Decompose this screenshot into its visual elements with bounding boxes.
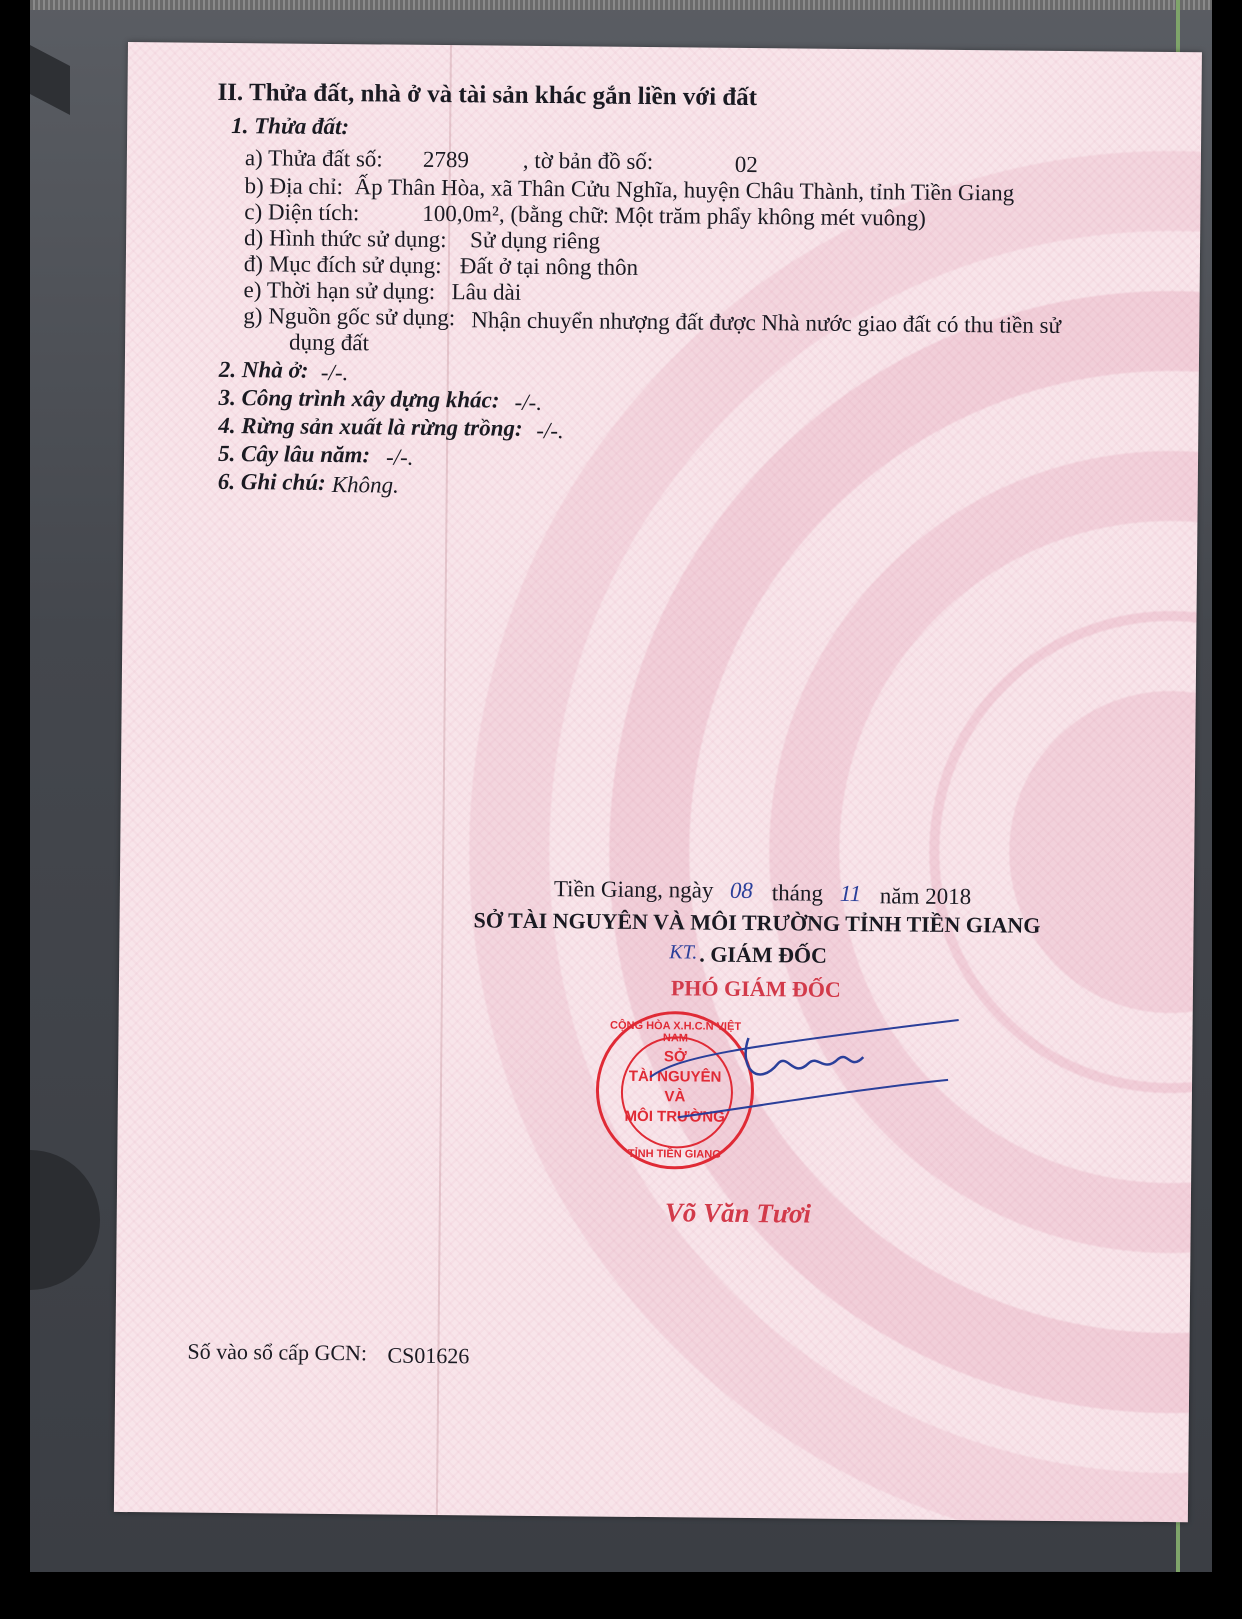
- parcel-number-label: a) Thửa đất số:: [244, 145, 383, 172]
- usage-origin-value-line1: Nhận chuyển nhượng đất được Nhà nước giao đất có thu tiền sử: [471, 307, 1062, 338]
- seal-line-2: TÀI NGUYÊN: [628, 1067, 722, 1086]
- usage-form-label: d) Hình thức sử dụng:: [244, 225, 447, 253]
- scanner-top-edge: [30, 0, 1212, 10]
- land-certificate-page: [114, 42, 1202, 1522]
- date-year: năm 2018: [879, 883, 972, 910]
- certificate-content: [114, 42, 1202, 1522]
- deputy-director-title: PHÓ GIÁM ĐỐC: [670, 975, 841, 1002]
- note-label: 6. Ghi chú:: [217, 468, 326, 495]
- house-label: 2. Nhà ở:: [218, 356, 309, 383]
- issuing-agency: SỞ TÀI NGUYÊN VÀ MÔI TRƯỜNG TỈNH TIỀN GIANG: [473, 907, 1041, 938]
- usage-origin-value-line2: dụng đất: [289, 329, 370, 356]
- usage-purpose-value: Đất ở tại nông thôn: [459, 253, 639, 280]
- map-sheet-value: 02: [734, 151, 758, 178]
- seal-ring-top: CỘNG HÒA X.H.C.N VIỆT NAM: [610, 1019, 742, 1045]
- seal-line-1: SỞ: [663, 1048, 687, 1066]
- usage-form-value: Sử dụng riêng: [469, 227, 601, 254]
- usage-origin-label: g) Nguồn gốc sử dụng:: [243, 303, 456, 331]
- registry-number: CS01626: [387, 1342, 470, 1369]
- date-month: 11: [839, 880, 862, 907]
- director-prefix: KT.: [669, 941, 698, 964]
- signer-name: Võ Văn Tươi: [664, 1197, 812, 1229]
- other-construction-label: 3. Công trình xây dựng khác:: [218, 384, 500, 413]
- handwritten-signature: [638, 1007, 969, 1130]
- note-value: Không.: [331, 471, 399, 498]
- seal-ring-bottom: TỈNH TIỀN GIANG: [627, 1147, 721, 1161]
- director-title: . GIÁM ĐỐC: [699, 941, 828, 968]
- usage-purpose-label: đ) Mục đích sử dụng:: [243, 251, 442, 279]
- area-label: c) Diện tích:: [244, 199, 360, 226]
- seal-line-3: VÀ: [664, 1088, 686, 1106]
- usage-term-label: e) Thời hạn sử dụng:: [243, 277, 436, 304]
- sub-title-land-parcel: 1. Thửa đất:: [231, 112, 350, 140]
- address-label: b) Địa chỉ:: [244, 173, 344, 200]
- seal-line-4: MÔI TRƯỜNG: [624, 1107, 725, 1126]
- registry-label: Số vào sổ cấp GCN:: [187, 1338, 368, 1366]
- house-value: -/-.: [320, 359, 349, 386]
- usage-term-value: Lâu dài: [451, 279, 522, 305]
- map-sheet-label: , tờ bản đồ số:: [522, 147, 654, 175]
- section-title: II. Thửa đất, nhà ở và tài sản khác gắn liền với đất: [217, 78, 758, 112]
- address-value: Ấp Thân Hòa, xã Thân Cửu Nghĩa, huyện Châu Thành, tỉnh Tiền Giang: [354, 174, 1015, 206]
- date-day: 08: [729, 877, 754, 904]
- date-place-label: Tiền Giang, ngày: [553, 876, 714, 903]
- planted-forest-label: 4. Rừng sản xuất là rừng trồng:: [218, 412, 523, 441]
- area-value: 100,0m², (bằng chữ: Một trăm phẩy không mét vuông): [422, 200, 927, 231]
- other-construction-value: -/-.: [514, 389, 543, 415]
- perennial-trees-value: -/-.: [385, 444, 414, 470]
- planted-forest-value: -/-.: [536, 417, 564, 444]
- perennial-trees-label: 5. Cây lâu năm:: [217, 440, 371, 468]
- screen-bottom-bar: [0, 1572, 1242, 1619]
- date-month-label: tháng: [771, 880, 824, 906]
- parcel-number-value: 2789: [422, 146, 470, 173]
